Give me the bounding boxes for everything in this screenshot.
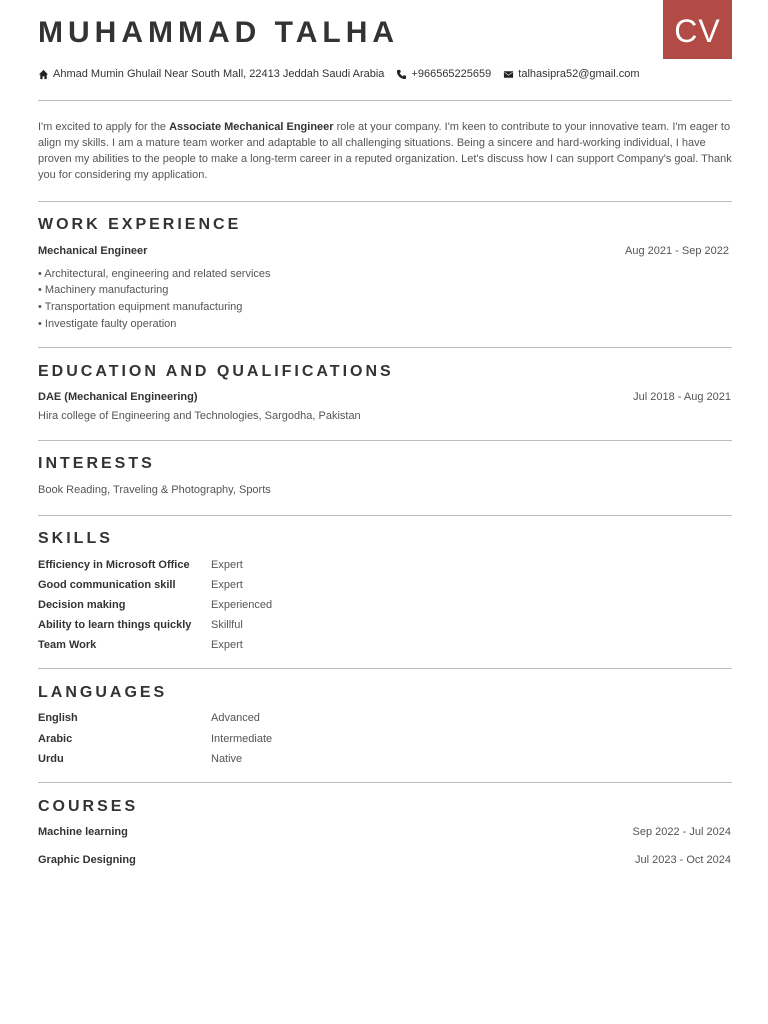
language-name: Urdu xyxy=(38,753,64,765)
skill-level: Skillful xyxy=(211,619,243,631)
summary-paragraph xyxy=(38,119,738,183)
skill-level: Expert xyxy=(211,639,243,651)
divider xyxy=(38,100,732,101)
cv-badge: CV xyxy=(663,0,732,59)
summary-suffix: role at your company. I'm keen to contribute to your innovative team. I'm eager to align my skills. I am a mature team worker and adaptable to all challenging situations. Being a sincere and hard-working individual, I have proven my abilities to the people to make a long-term career in a reputed organization. Let's discuss how I can support Company's goal. Thank you for considering my application. xyxy=(38,121,732,181)
language-level: Native xyxy=(211,753,243,765)
section-heading-languages: LANGUAGES xyxy=(38,684,168,701)
language-name: Arabic xyxy=(38,733,73,745)
phone-icon xyxy=(396,69,407,80)
phone-text[interactable]: +966565225659 xyxy=(411,68,492,80)
divider xyxy=(38,782,732,783)
list-item: • Machinery manufacturing xyxy=(38,284,169,296)
degree-dates: Jul 2018 - Aug 2021 xyxy=(633,391,731,403)
skill-level: Expert xyxy=(211,559,243,571)
skill-level: Experienced xyxy=(211,599,273,611)
address-text: Ahmad Mumin Ghulail Near South Mall, 22413 Jeddah Saudi Arabia xyxy=(53,68,385,80)
course-name: Machine learning xyxy=(38,826,128,838)
divider xyxy=(38,440,732,441)
language-name: English xyxy=(38,712,78,724)
list-item: • Architectural, engineering and related services xyxy=(38,268,271,280)
course-name: Graphic Designing xyxy=(38,854,136,866)
section-heading-skills: SKILLS xyxy=(38,530,113,547)
section-heading-education: EDUCATION AND QUALIFICATIONS xyxy=(38,363,394,380)
list-item: • Investigate faulty operation xyxy=(38,318,177,330)
divider xyxy=(38,201,732,202)
skill-name: Decision making xyxy=(38,599,126,611)
skill-name: Efficiency in Microsoft Office xyxy=(38,559,190,571)
course-dates: Sep 2022 - Jul 2024 xyxy=(632,826,731,838)
job-title: Mechanical Engineer xyxy=(38,245,148,257)
degree-title: DAE (Mechanical Engineering) xyxy=(38,391,198,403)
address-item xyxy=(38,68,384,80)
contact-line xyxy=(38,66,652,82)
section-heading-interests: INTERESTS xyxy=(38,455,155,472)
skill-name: Good communication skill xyxy=(38,579,176,591)
interests-text: Book Reading, Traveling & Photography, Sports xyxy=(38,484,271,496)
candidate-name: MUHAMMAD TALHA xyxy=(38,16,400,49)
language-level: Advanced xyxy=(211,712,260,724)
section-heading-work: WORK EXPERIENCE xyxy=(38,216,242,233)
section-heading-courses: COURSES xyxy=(38,798,139,815)
email-item xyxy=(503,68,639,80)
skill-name: Ability to learn things quickly xyxy=(38,619,192,631)
skill-name: Team Work xyxy=(38,639,97,651)
language-level: Intermediate xyxy=(211,733,273,745)
home-icon xyxy=(38,69,49,80)
job-dates: Aug 2021 - Sep 2022 xyxy=(625,245,729,257)
envelope-icon xyxy=(503,69,514,80)
phone-item xyxy=(396,68,491,80)
summary-prefix: I'm excited to apply for the xyxy=(38,121,170,133)
divider xyxy=(38,515,732,516)
course-dates: Jul 2023 - Oct 2024 xyxy=(634,854,731,866)
email-text[interactable]: talhasipra52@gmail.com xyxy=(518,68,640,80)
divider xyxy=(38,347,732,348)
list-item: • Transportation equipment manufacturing xyxy=(38,301,243,313)
divider xyxy=(38,668,732,669)
summary-role: Associate Mechanical Engineer xyxy=(169,121,334,133)
skill-level: Expert xyxy=(211,579,243,591)
school-name: Hira college of Engineering and Technologies, Sargodha, Pakistan xyxy=(38,410,361,422)
